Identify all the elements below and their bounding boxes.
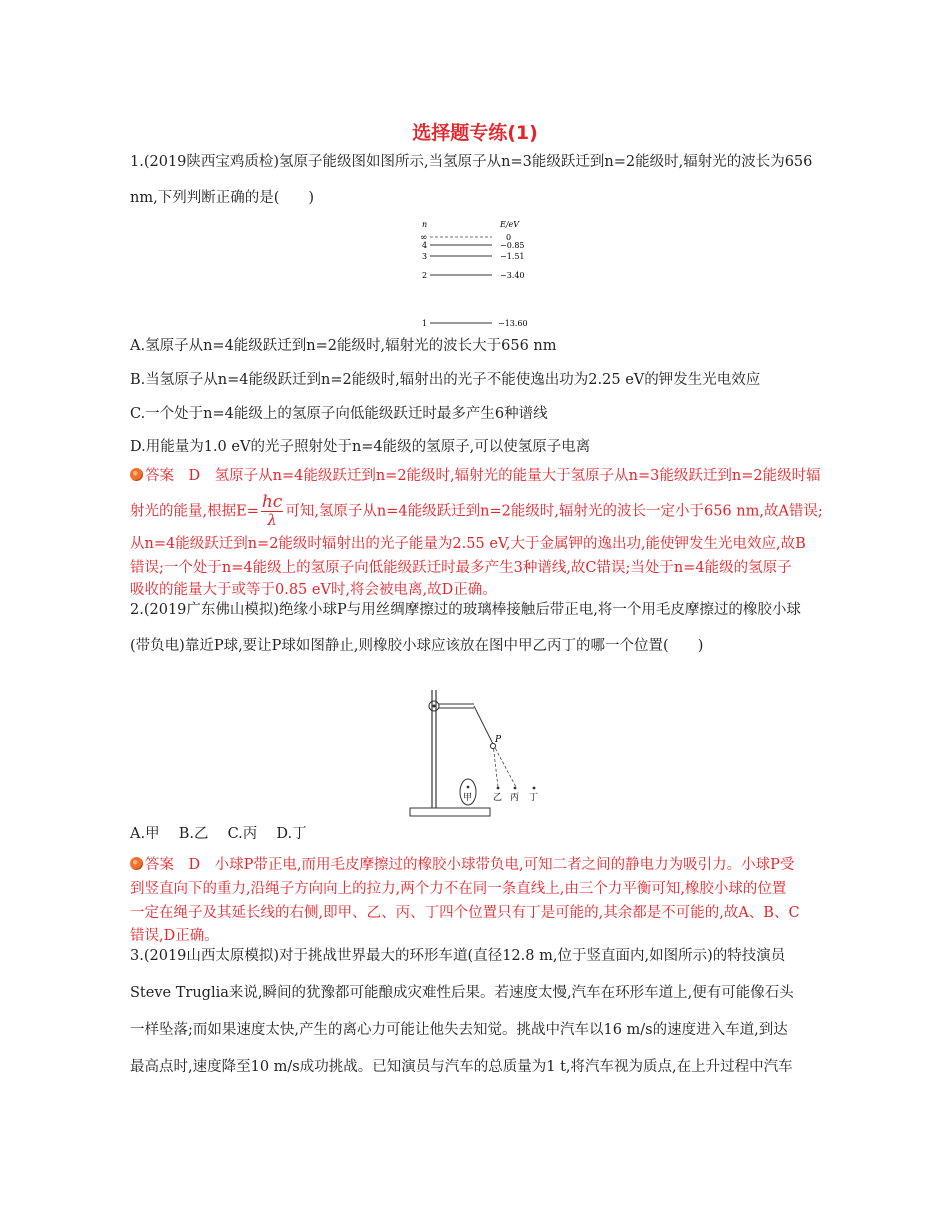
label-ding: 丁 — [529, 793, 539, 803]
label-bing: 丙 — [510, 793, 520, 803]
position-jia-dot — [467, 786, 470, 789]
q1-option-c: C.一个处于n=4能级上的氢原子向低能级跃迁时最多产生6种谱线 — [130, 406, 548, 422]
q1-option-b: B.当氢原子从n=4能级跃迁到n=2能级时,辐射出的光子不能使逸出功为2.25 eV的钾发生光电效应 — [130, 372, 761, 388]
stand-base — [410, 808, 490, 816]
q3-stem-line3: 一样坠落;而如果速度太快,产生的离心力可能让他失去知觉。挑战中汽车以16 m/s的速度进入车道,到达 — [130, 1022, 788, 1038]
string-extension — [493, 744, 516, 787]
level-e-2: −3.40 — [500, 271, 525, 280]
answer-icon — [130, 857, 143, 870]
level-e-inf: 0 — [506, 233, 512, 242]
position-ding-dot — [533, 787, 536, 790]
position-yi-dot — [497, 787, 500, 790]
q3-stem-line1: 3.(2019山西太原模拟)对于挑战世界最大的环形车道(直径12.8 m,位于竖直面内,如图所示)的特技演员 — [130, 948, 786, 964]
q1-answer-line4: 错误;一个处于n=4能级上的氢原子向低能级跃迁时最多产生3种谱线,故C错误;当处于n=4能级的氢原子 — [130, 560, 792, 576]
q2-answer-line2: 到竖直向下的重力,沿绳子方向向上的拉力,两个力不在同一条直线上,由三个力平衡可知,橡胶小球的位置 — [130, 881, 787, 897]
level-e-4: −0.85 — [500, 241, 525, 250]
q1-option-d: D.用能量为1.0 eV的光子照射处于n=4能级的氢原子,可以使氢原子电离 — [130, 439, 591, 455]
formula-numerator: hc — [261, 492, 283, 512]
level-e-1: −13.60 — [498, 319, 528, 328]
q1-answer-text2a: 射光的能量,根据E= — [130, 503, 259, 520]
page-title: 选择题专练(1) — [412, 122, 538, 144]
pendulum-diagram — [400, 684, 560, 824]
level-n-2: 2 — [422, 271, 428, 280]
level-n-3: 3 — [422, 252, 428, 261]
q3-stem-line2: Steve Truglia来说,瞬间的犹豫都可能酿成灾难性后果。若速度太慢,汽车在环形车道上,便有可能像石头 — [130, 985, 794, 1001]
q1-answer-line3: 从n=4能级跃迁到n=2能级时辐射出的光子能量为2.55 eV,大于金属钾的逸出功,能使钾发生光电效应,故B — [130, 536, 806, 552]
q1-answer-text1: 答案 D 氢原子从n=4能级跃迁到n=2能级时,辐射光的能量大于氢原子从n=3能级跃迁到n=2能级时辐 — [145, 468, 821, 484]
q1-answer-text2b: 可知,氢原子从n=4能级跃迁到n=2能级时,辐射光的波长一定小于656 nm,故A错误; — [285, 503, 823, 520]
diagram-e-header: E/eV — [500, 220, 520, 229]
q2-stem-line1: 2.(2019广东佛山模拟)绝缘小球P与用丝绸摩擦过的玻璃棒接触后带正电,将一个用毛皮摩擦过的橡胶小球 — [130, 602, 801, 618]
q2-answer-line1 — [130, 855, 794, 875]
q1-answer-line5: 吸收的能量大于或等于0.85 eV时,将会被电离,故D正确。 — [130, 582, 497, 598]
formula-denominator: λ — [267, 511, 277, 529]
answer-icon — [130, 468, 143, 481]
q2-answer-line3: 一定在绳子及其延长线的右侧,即甲、乙、丙、丁四个位置只有丁是可能的,其余都是不可能的,故A、B、C — [130, 905, 800, 921]
level-n-4: 4 — [422, 241, 428, 250]
q2-answer-text1: 答案 D 小球P带正电,而用毛皮摩擦过的橡胶小球带负电,可知二者之间的静电力为吸引力。小球P受 — [145, 857, 795, 873]
diagram-n-header: n — [422, 220, 428, 229]
formula-hc-over-lambda — [261, 494, 283, 529]
position-bing-dot — [514, 787, 517, 790]
pendulum-string — [474, 706, 493, 744]
q1-stem-line1: 1.(2019陕西宝鸡质检)氢原子能级图如图所示,当氢原子从n=3能级跃迁到n=2能级时,辐射光的波长为656 — [130, 154, 813, 170]
level-e-3: −1.51 — [500, 252, 525, 261]
q2-options: A.甲 B.乙 C.丙 D.丁 — [130, 826, 307, 842]
q1-answer-line2 — [130, 494, 823, 529]
q1-stem-line2: nm,下列判断正确的是( ) — [130, 190, 315, 206]
vertical-reference — [493, 744, 498, 787]
q2-answer-line4: 错误,D正确。 — [130, 928, 219, 944]
q2-stem-line2: (带负电)靠近P球,要让P球如图静止,则橡胶小球应该放在图中甲乙丙丁的哪一个位置( ) — [130, 638, 704, 654]
label-yi: 乙 — [493, 793, 503, 803]
label-p: P — [495, 735, 502, 745]
q1-option-a: A.氢原子从n=4能级跃迁到n=2能级时,辐射光的波长大于656 nm — [130, 338, 557, 354]
energy-level-diagram — [410, 214, 550, 332]
level-n-inf: ∞ — [420, 233, 428, 243]
q1-answer-line1 — [130, 466, 821, 486]
q3-stem-line4: 最高点时,速度降至10 m/s成功挑战。已知演员与汽车的总质量为1 t,将汽车视为质点,在上升过程中汽车 — [130, 1059, 793, 1075]
level-n-1: 1 — [422, 319, 428, 328]
label-jia: 甲 — [463, 793, 473, 803]
